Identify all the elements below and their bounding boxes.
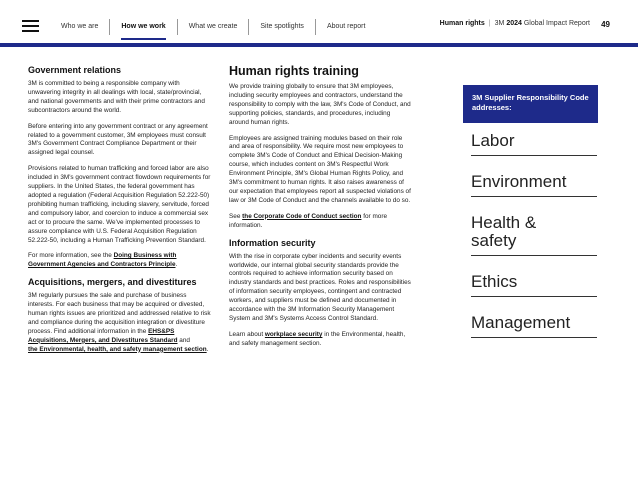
acq-text-mid: and — [177, 336, 190, 344]
doing-business-link[interactable]: Doing Business with Government Agencies and Contractors Principle — [28, 252, 177, 269]
topic-labor: Labor — [471, 128, 597, 156]
column-middle — [229, 64, 411, 356]
acq-text-end: . — [206, 345, 209, 353]
topic-ethics: Ethics — [471, 269, 597, 297]
nav-site-spotlights[interactable]: Site spotlights — [248, 19, 315, 35]
header-divider — [0, 43, 638, 47]
hr-paragraph-2: Employees are assigned training modules based on their role and area of responsibility. We require most new employees to complete 3M's Code of Conduct and Ethical Decision-Making course, which includes content on 3M's Respectful Work Environment Principle, 3M's Global Human Rights Policy, and 3M's commitment to human rights. It also raises awareness of our expectation that employees report all suspected violations of law or 3M Code of Conduct and the channels available to do so. — [229, 134, 411, 204]
company-name: 3M — [494, 20, 505, 27]
supplier-code-topics — [471, 128, 597, 351]
ehs-management-link[interactable]: the Environmental, health, and safety management section — [28, 345, 207, 353]
hr-paragraph-1: We provide training globally to ensure that 3M employees, including security employees and contractors, understand the responsibility to comply with the law, 3M's Code of Conduct, and supporting policies, standards, and procedures, including around human rights. — [229, 83, 411, 126]
acquisitions-heading: Acquisitions, mergers, and divestitures — [28, 277, 197, 288]
report-year: 2024 — [506, 20, 522, 27]
hr-p3-end: for more information. — [229, 212, 388, 229]
is-paragraph-2 — [229, 331, 411, 349]
report-name: Global Impact Report — [523, 20, 590, 27]
information-security-heading: Information security — [229, 237, 316, 248]
hr-paragraph-3 — [229, 213, 411, 231]
gov-paragraph-1: 3M is committed to being a responsible company with unwavering integrity in all dealings with local, state/provincial, and national governments and with their prime contractors and subcontractors around the world. — [28, 80, 205, 114]
is-p2-text: Learn about — [229, 330, 265, 338]
code-of-conduct-link[interactable]: the Corporate Code of Conduct section — [242, 212, 362, 220]
is-paragraph-1: With the rise in corporate cyber incidents and security events worldwide, our internal global security standards provide the controls required to achieve information security based on industry standards and best practices. Roles and responsibilities of information security employees, contingent and contracted workers, and suppliers must be defined and documented in accordance with the 3M Information Security Management System and 3M's Systems Access Control Standard. — [229, 252, 411, 322]
nav-about-report[interactable]: About report — [315, 19, 377, 35]
gov-paragraph-4 — [28, 252, 213, 270]
page-number: 49 — [601, 20, 610, 29]
nav-what-we-create[interactable]: What we create — [177, 19, 249, 35]
column-left — [28, 65, 213, 362]
nav-how-we-work[interactable]: How we work — [109, 19, 176, 35]
gov-p4-end: . — [175, 261, 178, 269]
nav-who-we-are[interactable]: Who we are — [61, 23, 99, 30]
hr-p3-text: See — [229, 212, 243, 220]
gov-paragraph-3: Provisions related to human trafficking and forced labor are also included in 3M's government contract flowdown requirements for suppliers. In the United States, the federal government has adopted a regulation (Federal Acquisition Regulation 52.222-50) prohibiting human trafficking, including slavery, servitude, forced and compulsory labor, and coercion to induce a commercial sex act or to procure the same. We've implemented processes to assure compliance with U.S. Federal Acquisition Regulation 52.222-50, including a Human Trafficking Prevention Standard. — [28, 165, 211, 244]
government-relations-heading: Government relations — [28, 65, 122, 75]
gov-paragraph-2: Before entering into any government contract or any agreement related to a government customer, 3M employees must consult 3M's Government Contract Compliance Department or their assigned legal counsel. — [28, 122, 208, 157]
top-nav — [50, 19, 376, 35]
acq-text: 3M regularly pursues the sale and purchase of business interests. For each business that may be acquired or divested, human rights issues are prioritized and addressed relative to risk and compliance during the acquisition integration or divestiture process. Find additional information in the — [28, 292, 211, 335]
topic-health-safety: Health & safety — [471, 210, 597, 256]
supplier-code-callout: 3M Supplier Responsibility Code addresses: — [463, 85, 598, 123]
is-p2-end: in the Environmental, health, and safety management section. — [229, 330, 406, 347]
breadcrumb-separator: | — [488, 20, 491, 27]
report-breadcrumb — [440, 20, 590, 27]
topic-environment: Environment — [471, 169, 597, 197]
top-header — [0, 0, 638, 50]
workplace-security-link[interactable]: workplace security — [264, 330, 323, 338]
human-rights-training-heading: Human rights training — [229, 64, 359, 78]
gov-p4-text: For more information, see the — [28, 252, 114, 260]
ehs-acquisitions-link[interactable]: EHS&PS Acquisitions, Mergers, and Divestitures Standard — [28, 327, 178, 344]
topic-management: Management — [471, 310, 597, 338]
acq-paragraph — [28, 292, 213, 354]
hamburger-menu-icon[interactable] — [22, 20, 39, 33]
section-name: Human rights — [439, 20, 485, 27]
